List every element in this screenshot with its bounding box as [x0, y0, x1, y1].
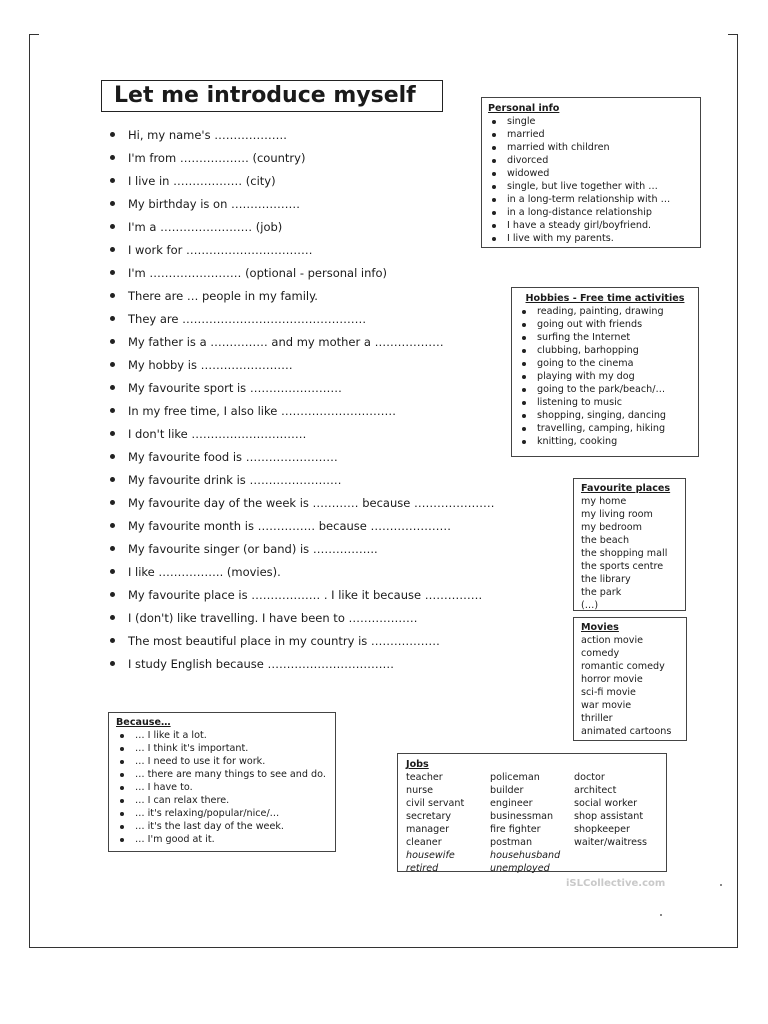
sentence-item — [108, 218, 494, 241]
list-item — [581, 673, 679, 686]
list-item-text: … I like it a lot. — [135, 730, 207, 741]
list-item-text: divorced — [507, 155, 549, 166]
movies-box — [573, 617, 687, 741]
bullet-icon — [522, 427, 526, 431]
list-item-text: horror movie — [581, 674, 643, 685]
list-item — [116, 820, 328, 833]
list-item-text: sci-fi movie — [581, 687, 636, 698]
list-item — [518, 435, 692, 448]
hobbies-list — [518, 305, 692, 448]
list-item — [581, 699, 679, 712]
list-item-text: my home — [581, 496, 627, 507]
sentence-item — [108, 448, 494, 471]
bullet-icon — [522, 362, 526, 366]
sentence-item — [108, 563, 494, 586]
list-item-text: surfing the Internet — [537, 332, 631, 343]
list-item — [518, 344, 692, 357]
sentence-text: My favourite drink is …………………… — [128, 473, 342, 487]
jobs-column — [490, 771, 574, 875]
sentence-text: My hobby is …………………… — [128, 358, 293, 372]
bullet-icon — [110, 247, 115, 252]
sentence-text: My birthday is on ……………… — [128, 197, 301, 211]
list-item — [488, 167, 694, 180]
bullet-icon — [110, 385, 115, 390]
sentence-item — [108, 655, 494, 678]
list-item — [518, 396, 692, 409]
favourite-places-box — [573, 478, 686, 611]
sentence-text: There are … people in my family. — [128, 289, 318, 303]
list-item-text: … it's relaxing/popular/nice/… — [135, 808, 280, 819]
bullet-icon — [120, 838, 124, 842]
bullet-icon — [120, 812, 124, 816]
page-frame-right — [737, 34, 738, 948]
sentence-item — [108, 356, 494, 379]
bullet-icon — [120, 747, 124, 751]
bullet-icon — [492, 198, 496, 202]
list-item-text: in a long-term relationship with … — [507, 194, 671, 205]
bullet-icon — [110, 615, 115, 620]
sentence-item — [108, 586, 494, 609]
speck — [660, 914, 662, 916]
sentence-text: My favourite sport is …………………… — [128, 381, 342, 395]
job-item: postman — [490, 837, 533, 848]
list-item-text: I have a steady girl/boyfriend. — [507, 220, 652, 231]
page-frame-bottom — [29, 947, 738, 948]
list-item — [581, 634, 679, 647]
job-item: housewife — [406, 850, 455, 861]
bullet-icon — [110, 569, 115, 574]
list-item — [116, 729, 328, 742]
list-item — [581, 725, 679, 738]
list-item — [488, 115, 694, 128]
job-item: doctor — [574, 772, 605, 783]
sentence-item — [108, 540, 494, 563]
list-item-text: going to the park/beach/… — [537, 384, 666, 395]
bullet-icon — [492, 224, 496, 228]
sentence-text: In my free time, I also like ………………………… — [128, 404, 396, 418]
bullet-icon — [120, 734, 124, 738]
list-item-text: in a long-distance relationship — [507, 207, 652, 218]
bullet-icon — [522, 375, 526, 379]
because-heading: Because… — [116, 717, 171, 728]
sentence-text: My favourite food is …………………… — [128, 450, 338, 464]
page-frame-corner — [29, 34, 39, 35]
sentence-item — [108, 333, 494, 356]
list-item-text: knitting, cooking — [537, 436, 618, 447]
job-item: manager — [406, 824, 450, 835]
list-item — [488, 219, 694, 232]
list-item — [488, 128, 694, 141]
sentence-text: Hi, my name's ………………. — [128, 128, 287, 142]
bullet-icon — [492, 237, 496, 241]
job-item: retired — [406, 863, 439, 874]
sentence-item — [108, 402, 494, 425]
sentence-text: I (don't) like travelling. I have been to ……………… — [128, 611, 418, 625]
bullet-icon — [120, 799, 124, 803]
list-item — [581, 521, 678, 534]
sentence-text: I live in ……………… (city) — [128, 174, 276, 188]
list-item — [581, 686, 679, 699]
list-item-text: … I'm good at it. — [135, 834, 215, 845]
because-box — [108, 712, 336, 852]
jobs-column — [574, 771, 658, 875]
bullet-icon — [522, 414, 526, 418]
list-item — [581, 547, 678, 560]
list-item — [581, 647, 679, 660]
bullet-icon — [110, 339, 115, 344]
sentence-list — [108, 126, 494, 678]
job-item: architect — [574, 785, 617, 796]
bullet-icon — [110, 201, 115, 206]
jobs-box — [397, 753, 667, 872]
list-item — [488, 180, 694, 193]
list-item-text: the park — [581, 587, 622, 598]
list-item-text: the beach — [581, 535, 630, 546]
list-item-text: my bedroom — [581, 522, 642, 533]
bullet-icon — [120, 760, 124, 764]
list-item-text: shopping, singing, dancing — [537, 410, 666, 421]
bullet-icon — [492, 146, 496, 150]
list-item — [116, 781, 328, 794]
list-item — [518, 383, 692, 396]
sentence-item — [108, 241, 494, 264]
list-item — [581, 573, 678, 586]
bullet-icon — [492, 159, 496, 163]
bullet-icon — [110, 270, 115, 275]
list-item — [518, 422, 692, 435]
list-item — [488, 141, 694, 154]
personal-info-heading: Personal info — [488, 103, 560, 114]
list-item-text: the shopping mall — [581, 548, 668, 559]
list-item-text: going out with friends — [537, 319, 643, 330]
list-item — [116, 833, 328, 846]
bullet-icon — [110, 638, 115, 643]
bullet-icon — [522, 401, 526, 405]
hobbies-heading: Hobbies - Free time activities — [525, 293, 685, 304]
bullet-icon — [110, 132, 115, 137]
list-item-text: … I have to. — [135, 782, 193, 793]
bullet-icon — [120, 773, 124, 777]
bullet-icon — [110, 523, 115, 528]
job-item: shop assistant — [574, 811, 644, 822]
because-list — [116, 729, 328, 846]
sentence-item — [108, 471, 494, 494]
worksheet-title: Let me introduce myself — [101, 80, 443, 112]
sentence-item — [108, 517, 494, 540]
list-item-text: comedy — [581, 648, 620, 659]
list-item-text: … I need to use it for work. — [135, 756, 266, 767]
list-item — [518, 409, 692, 422]
favourite-places-list — [581, 495, 678, 612]
list-item — [116, 768, 328, 781]
bullet-icon — [110, 477, 115, 482]
sentence-text: I work for …………………………… — [128, 243, 313, 257]
list-item-text: travelling, camping, hiking — [537, 423, 666, 434]
sentence-text: My favourite singer (or band) is …………….. — [128, 542, 378, 556]
bullet-icon — [110, 362, 115, 367]
sentence-item — [108, 264, 494, 287]
list-item-text: … it's the last day of the week. — [135, 821, 284, 832]
sentence-item — [108, 632, 494, 655]
bullet-icon — [120, 786, 124, 790]
list-item — [518, 305, 692, 318]
list-item — [581, 712, 679, 725]
bullet-icon — [110, 661, 115, 666]
list-item-text: going to the cinema — [537, 358, 634, 369]
list-item-text: single — [507, 116, 536, 127]
bullet-icon — [522, 336, 526, 340]
sentence-text: I study English because …………………………… — [128, 657, 395, 671]
list-item-text: action movie — [581, 635, 644, 646]
sentence-item — [108, 310, 494, 333]
list-item-text: single, but live together with … — [507, 181, 658, 192]
watermark: iSLCollective.com — [566, 878, 666, 889]
list-item-text: … I can relax there. — [135, 795, 230, 806]
list-item — [581, 560, 678, 573]
bullet-icon — [492, 133, 496, 137]
list-item — [488, 232, 694, 245]
bullet-icon — [522, 323, 526, 327]
job-item: engineer — [490, 798, 533, 809]
job-item: builder — [490, 785, 524, 796]
list-item — [518, 318, 692, 331]
hobbies-box — [511, 287, 699, 457]
bullet-icon — [110, 178, 115, 183]
job-item: cleaner — [406, 837, 442, 848]
list-item — [581, 495, 678, 508]
list-item-text: I live with my parents. — [507, 233, 614, 244]
sentence-text: I'm …………………… (optional - personal info) — [128, 266, 387, 280]
job-item: teacher — [406, 772, 443, 783]
sentence-text: My favourite day of the week is ………… because ………………… — [128, 496, 495, 510]
bullet-icon — [110, 546, 115, 551]
list-item-text: … I think it's important. — [135, 743, 249, 754]
bullet-icon — [110, 224, 115, 229]
sentence-text: They are ………………………………………… — [128, 312, 367, 326]
bullet-icon — [492, 211, 496, 215]
favourite-places-heading: Favourite places — [581, 483, 671, 494]
sentence-text: My father is a …………… and my mother a ……………… — [128, 335, 444, 349]
list-item — [116, 807, 328, 820]
list-item-text: … there are many things to see and do. — [135, 769, 326, 780]
bullet-icon — [110, 408, 115, 413]
jobs-heading: Jobs — [406, 759, 429, 770]
jobs-column — [406, 771, 490, 875]
list-item-text: thriller — [581, 713, 613, 724]
sentence-text: I like …………….. (movies). — [128, 565, 281, 579]
bullet-icon — [492, 172, 496, 176]
bullet-icon — [110, 431, 115, 436]
bullet-icon — [522, 310, 526, 314]
job-item: civil servant — [406, 798, 465, 809]
bullet-icon — [492, 120, 496, 124]
bullet-icon — [110, 155, 115, 160]
list-item-text: widowed — [507, 168, 550, 179]
bullet-icon — [110, 592, 115, 597]
list-item-text: the sports centre — [581, 561, 664, 572]
job-item: businessman — [490, 811, 554, 822]
sentence-text: I'm from ……………… (country) — [128, 151, 306, 165]
list-item — [518, 331, 692, 344]
movies-heading: Movies — [581, 622, 619, 633]
list-item-text: married — [507, 129, 545, 140]
list-item-text: married with children — [507, 142, 610, 153]
job-item: nurse — [406, 785, 434, 796]
job-item: policeman — [490, 772, 540, 783]
list-item-text: listening to music — [537, 397, 623, 408]
sentence-text: I don't like ………………………… — [128, 427, 307, 441]
speck — [720, 884, 722, 886]
bullet-icon — [110, 500, 115, 505]
list-item — [488, 206, 694, 219]
list-item — [116, 794, 328, 807]
list-item-text: the library — [581, 574, 631, 585]
list-item — [488, 193, 694, 206]
list-item-text: clubbing, barhopping — [537, 345, 639, 356]
list-item — [116, 742, 328, 755]
list-item — [581, 508, 678, 521]
job-item: waiter/waitress — [574, 837, 648, 848]
list-item-text: animated cartoons — [581, 726, 672, 737]
job-item: househusband — [490, 850, 561, 861]
bullet-icon — [522, 440, 526, 444]
bullet-icon — [110, 454, 115, 459]
list-item-text: reading, painting, drawing — [537, 306, 664, 317]
list-item — [488, 154, 694, 167]
list-item-text: playing with my dog — [537, 371, 635, 382]
list-item — [581, 534, 678, 547]
job-item: secretary — [406, 811, 452, 822]
bullet-icon — [110, 316, 115, 321]
bullet-icon — [120, 825, 124, 829]
personal-info-box — [481, 97, 701, 248]
sentence-item — [108, 379, 494, 402]
sentence-item — [108, 149, 494, 172]
job-item: unemployed — [490, 863, 550, 874]
job-item: social worker — [574, 798, 638, 809]
sentence-text: The most beautiful place in my country is ……………… — [128, 634, 440, 648]
job-item: shopkeeper — [574, 824, 630, 835]
sentence-item — [108, 425, 494, 448]
list-item — [581, 660, 679, 673]
list-item — [116, 755, 328, 768]
sentence-item — [108, 609, 494, 632]
list-item — [581, 586, 678, 599]
bullet-icon — [110, 293, 115, 298]
list-item-text: war movie — [581, 700, 632, 711]
list-item-text: (…) — [581, 600, 599, 611]
sentence-item — [108, 172, 494, 195]
sentence-item — [108, 287, 494, 310]
list-item — [518, 370, 692, 383]
list-item — [518, 357, 692, 370]
page-frame-left — [29, 34, 30, 948]
list-item — [581, 599, 678, 612]
sentence-item — [108, 195, 494, 218]
bullet-icon — [522, 388, 526, 392]
personal-info-list — [488, 115, 694, 245]
sentence-item — [108, 126, 494, 149]
sentence-text: My favourite place is ……………… . I like it because …………… — [128, 588, 483, 602]
list-item-text: my living room — [581, 509, 653, 520]
sentence-text: My favourite month is …………… because ………………… — [128, 519, 452, 533]
movies-list — [581, 634, 679, 738]
job-item: fire fighter — [490, 824, 541, 835]
bullet-icon — [492, 185, 496, 189]
list-item-text: romantic comedy — [581, 661, 665, 672]
bullet-icon — [522, 349, 526, 353]
sentence-text: I'm a …………………… (job) — [128, 220, 283, 234]
sentence-item — [108, 494, 494, 517]
